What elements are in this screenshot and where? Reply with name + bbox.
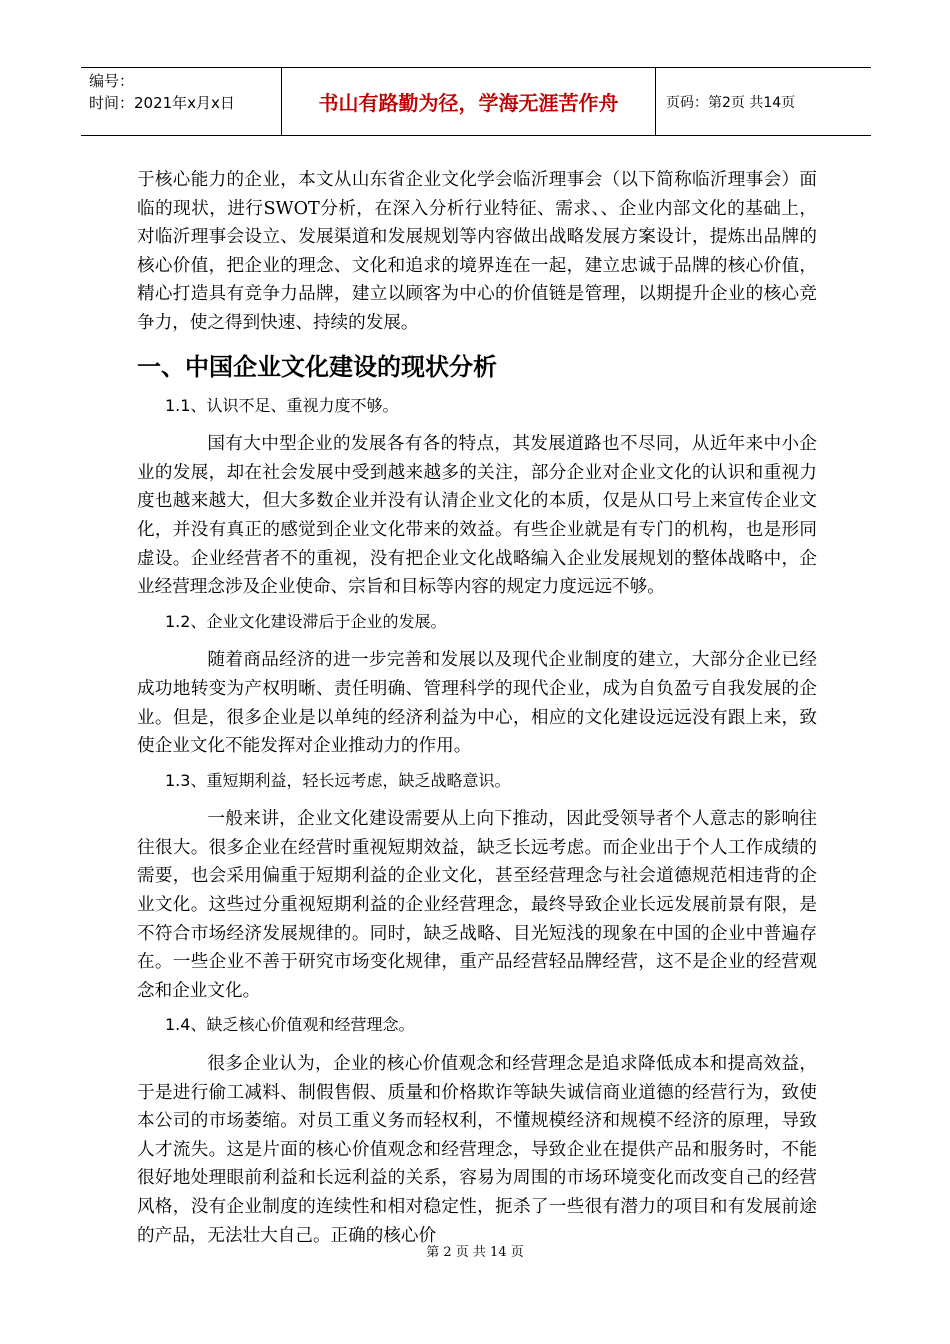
- subsection-3-text: 一般来讲，企业文化建设需要从上向下推动，因此受领导者个人意志的影响往往很大。很多企业在经营时重视短期效益，缺乏长远考虑。而企业出于个人工作成绩的需要，也会采用偏重于短期利益的企业文化，甚至经营理念与社会道德规范相违背的企业文化。这些过分重视短期利益的企业经营理念，最终导致企业长远发展前景有限，是不符合市场经济发展规律的。同时，缺乏战略、目光短浅的现象在中国的企业中普遍存在。一些企业不善于研究市场变化规律，重产品经营轻品牌经营，这不是企业的经营观念和企业文化。: [137, 809, 817, 1001]
- subsection-4-text: 很多企业认为，企业的核心价值观念和经营理念是追求降低成本和提高效益，于是进行偷工减料、制假售假、质量和价格欺诈等缺失诚信商业道德的经营行为，致使本公司的市场萎缩。对员工重义务而轻权利，不懂规模经济和规模不经济的原理，导致人才流失。这是片面的核心价值观念和经营理念，导致企业在提供产品和服务时，不能很好地处理眼前利益和长远利益的关系，容易为周围的市场环境变化而改变自己的经营风格，没有企业制度的连续性和相对稳定性，扼杀了一些很有潜力的项目和有发展前途的产品，无法壮大自己。正确的核心价: [137, 1054, 817, 1246]
- subsection-1-title: 1.1、认识不足、重视力度不够。: [165, 395, 399, 415]
- document-header: [81, 67, 871, 136]
- number-label: 编号：: [89, 72, 135, 90]
- page-footer: 第 2 页 共 14 页: [426, 1245, 524, 1260]
- subsection-4-title: 1.4、缺乏核心价值观和经营理念。: [165, 1015, 415, 1035]
- section-heading: 一、中国企业文化建设的现状分析: [137, 352, 497, 381]
- subsection-2-text: 随着商品经济的进一步完善和发展以及现代企业制度的建立，大部分企业已经成功地转变为产权明晰、责任明确、管理科学的现代企业，成为自负盈亏自我发展的企业。但是，很多企业是以单纯的经济利益为中心，相应的文化建设远远没有跟上来，致使企业文化不能发挥对企业推动力的作用。: [137, 650, 817, 757]
- intro-paragraph: 于核心能力的企业，本文从山东省企业文化学会临沂理事会（以下简称临沂理事会）面临的现状，进行SWOT分析，在深入分析行业特征、需求、、企业内部文化的基础上，对临沂理事会设立、发展渠道和发展规划等内容做出战略发展方案设计，提炼出品牌的核心价值，把企业的理念、文化和追求的境界连在一起，建立忠诚于品牌的核心价值，精心打造具有竞争力品牌，建立以顾客为中心的价值链是管理，以期提升企业的核心竞争力，使之得到快速、持续的发展。: [137, 170, 817, 333]
- subsection-2-title: 1.2、企业文化建设滞后于企业的发展。: [165, 611, 447, 631]
- subsection-1-text: 国有大中型企业的发展各有各的特点，其发展道路也不尽同，从近年来中小企业的发展，却在社会发展中受到越来越多的关注，部分企业对企业文化的认识和重视力度也越来越大，但大多数企业并没有认清企业文化的本质，仅是从口号上来宣传企业文化，并没有真正的感觉到企业文化带来的效益。有些企业就是有专门的机构，也是形同虚设。企业经营者不的重视，没有把企业文化战略编入企业发展规划的整体战略中，企业经营理念涉及企业使命、宗旨和目标等内容的规定力度远远不够。: [137, 434, 817, 598]
- header-motto: 书山有路勤为径，学海无涯苦作舟: [282, 68, 656, 135]
- subsection-3-title: 1.3、重短期利益，轻长远考虑，缺乏战略意识。: [165, 770, 511, 790]
- header-page-info: 页码：第2页 共14页: [666, 94, 796, 111]
- time-label: 时间：2021年x月x日: [89, 94, 235, 112]
- header-meta-cell: [81, 68, 282, 135]
- document-body: [137, 166, 817, 1256]
